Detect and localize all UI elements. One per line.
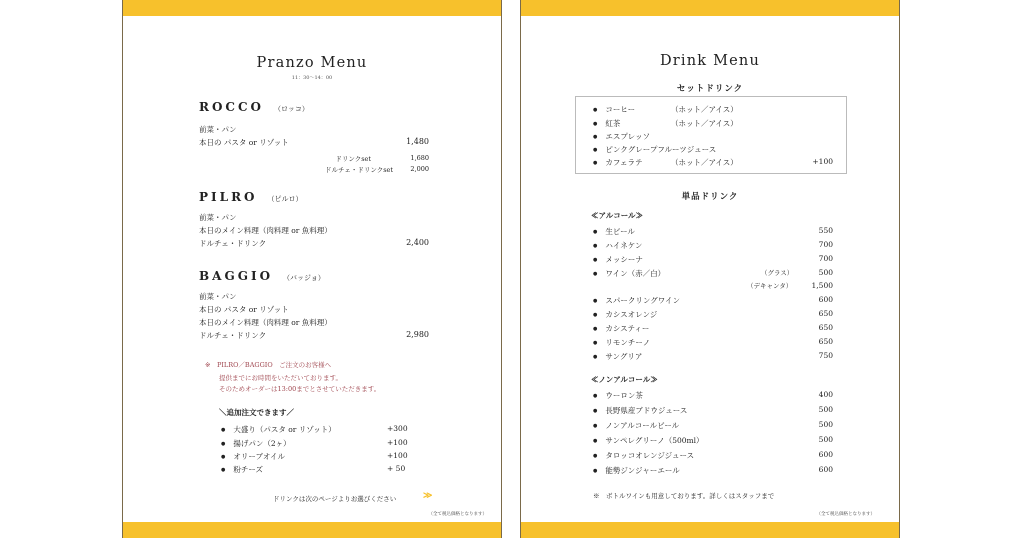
drink-price: 500	[818, 405, 833, 414]
course-name-text: PILRO	[199, 190, 258, 204]
nonalcohol-item: ● ウーロン茶	[593, 390, 643, 401]
nonalcohol-item: ● 長野県産ブドウジュース	[593, 405, 687, 416]
nonalcohol-item: ● タロッコオレンジジュース	[593, 450, 694, 461]
nonalcohol-item: ● サンペレグリーノ（500ml）	[593, 435, 704, 446]
course-price: 2,980	[406, 330, 429, 339]
drink-price: 750	[818, 351, 833, 360]
alcohol-item: ● カシスオレンジ	[593, 309, 657, 320]
alcohol-item: ● ワイン（赤／白）	[593, 268, 665, 279]
set-price: 2,000	[410, 165, 429, 173]
drink-price: 600	[818, 465, 833, 474]
menu-line: 本日の パスタ or リゾット	[199, 305, 289, 314]
drink-price: 650	[818, 323, 833, 332]
nonalcohol-item: ● ノンアルコールビール	[593, 420, 679, 431]
drink-price: 650	[818, 337, 833, 346]
set-label: ドリンクset	[335, 155, 371, 163]
drink-price: 700	[818, 240, 833, 249]
alcohol-item: ● 生ビール	[593, 226, 635, 237]
course-pilro-name	[199, 190, 303, 204]
course-baggio-name	[199, 269, 325, 283]
alcohol-item: ● カシスティー	[593, 323, 649, 334]
course-price: 2,400	[406, 238, 429, 247]
menu-line: ドルチェ・ドリンク	[199, 239, 267, 248]
course-reading: （バッジョ）	[283, 274, 325, 282]
drink-price: 550	[818, 226, 833, 235]
menu-line: 前菜・パン	[199, 292, 237, 301]
nonalcohol-item: ● 能勢ジンジャーエール	[593, 465, 680, 476]
addon-price: +300	[387, 424, 408, 433]
set-drink-item: ● ピンクグレープフルーツジュース	[593, 144, 716, 155]
drink-option: （グラス）	[761, 269, 794, 277]
alcohol-heading: ≪アルコール≫	[591, 211, 644, 220]
menu-line: 前菜・パン	[199, 125, 237, 134]
bottle-wine-note: ※ ボトルワインも用意しております。詳しくはスタッフまで	[593, 492, 775, 500]
drink-price: 600	[818, 295, 833, 304]
addon-price: +100	[387, 451, 408, 460]
single-drink-heading: 単品ドリンク	[681, 192, 739, 202]
menu-line: 本日のメイン料理（肉料理 or 魚料理）	[199, 318, 332, 327]
addon-item: ● 大盛り（パスタ or リゾット）	[221, 424, 336, 435]
tax-note: （全て税込価格となります）	[816, 512, 875, 517]
alcohol-item: ● スパークリングワイン	[593, 295, 680, 306]
drink-price: 500	[818, 420, 833, 429]
set-label: ドルチェ・ドリンクset	[325, 166, 393, 174]
top-accent-band	[521, 0, 899, 16]
notice-line: 提供までにお時間をいただいております。	[219, 374, 342, 382]
drink-price: 700	[818, 254, 833, 263]
drink-option: （ホット／アイス）	[671, 158, 738, 167]
alcohol-item: ● サングリア	[593, 351, 642, 362]
menu-line: 本日の パスタ or リゾット	[199, 138, 289, 147]
alcohol-item: ● ハイネケン	[593, 240, 642, 251]
addon-item: ● 揚げパン（2ヶ）	[221, 438, 291, 449]
course-reading: （ロッコ）	[273, 105, 309, 113]
notice-heading: ※ PILRO／BAGGIO ご注文のお客様へ	[205, 361, 332, 369]
page-title: Drink Menu	[659, 53, 761, 69]
alcohol-item: ● メッシーナ	[593, 254, 643, 265]
menu-line: 本日のメイン料理（肉料理 or 魚料理）	[199, 226, 332, 235]
addon-item: ● 粉チーズ	[221, 464, 263, 475]
drink-price: 400	[818, 390, 833, 399]
next-page-hint: ドリンクは次のページよりお選びください	[273, 495, 397, 503]
drink-menu-page	[520, 0, 900, 538]
set-price: 1,680	[410, 154, 429, 162]
addon-price: + 50	[387, 464, 406, 473]
top-accent-band	[123, 0, 501, 16]
page-title: Pranzo Menu	[256, 55, 368, 71]
addon-item: ● オリーブオイル	[221, 451, 285, 462]
next-arrow-icon: ≫	[423, 491, 431, 501]
drink-price: 1,500	[811, 281, 833, 290]
course-reading: （ピルロ）	[267, 195, 303, 203]
set-drink-item: ● エスプレッソ	[593, 131, 650, 142]
menu-line: 前菜・パン	[199, 213, 237, 222]
nonalcohol-heading: ≪ノンアルコール≫	[591, 375, 658, 384]
addon-heading: ＼追加注文できます／	[219, 408, 294, 417]
drink-price: 500	[818, 435, 833, 444]
set-drink-item: ● カフェラテ	[593, 157, 643, 168]
drink-option: （デキャンタ）	[747, 282, 793, 290]
set-drink-item: ● コーヒー	[593, 104, 635, 115]
drink-price: 500	[818, 268, 833, 277]
drink-option: （ホット／アイス）	[671, 119, 738, 128]
drink-price: 600	[818, 450, 833, 459]
drink-option: （ホット／アイス）	[671, 105, 738, 114]
tax-note: （全て税込価格となります）	[428, 512, 487, 517]
course-price: 1,480	[406, 137, 429, 146]
bottom-accent-band	[123, 522, 501, 538]
set-drink-heading: セットドリンク	[676, 84, 744, 94]
drink-price: 650	[818, 309, 833, 318]
course-name-text: BAGGIO	[199, 269, 274, 283]
set-drink-item: ● 紅茶	[593, 118, 620, 129]
pranzo-menu-page	[122, 0, 502, 538]
notice-line: そのためオーダーは13:00までとさせていただきます。	[219, 385, 381, 393]
addon-price: +100	[387, 438, 408, 447]
course-rocco-name	[199, 100, 309, 114]
drink-price: +100	[812, 157, 833, 166]
bottom-accent-band	[521, 522, 899, 538]
lunch-hours: 11：30～14：00	[291, 75, 333, 81]
course-name-text: ROCCO	[199, 100, 264, 114]
alcohol-item: ● リモンチーノ	[593, 337, 650, 348]
menu-line: ドルチェ・ドリンク	[199, 331, 267, 340]
